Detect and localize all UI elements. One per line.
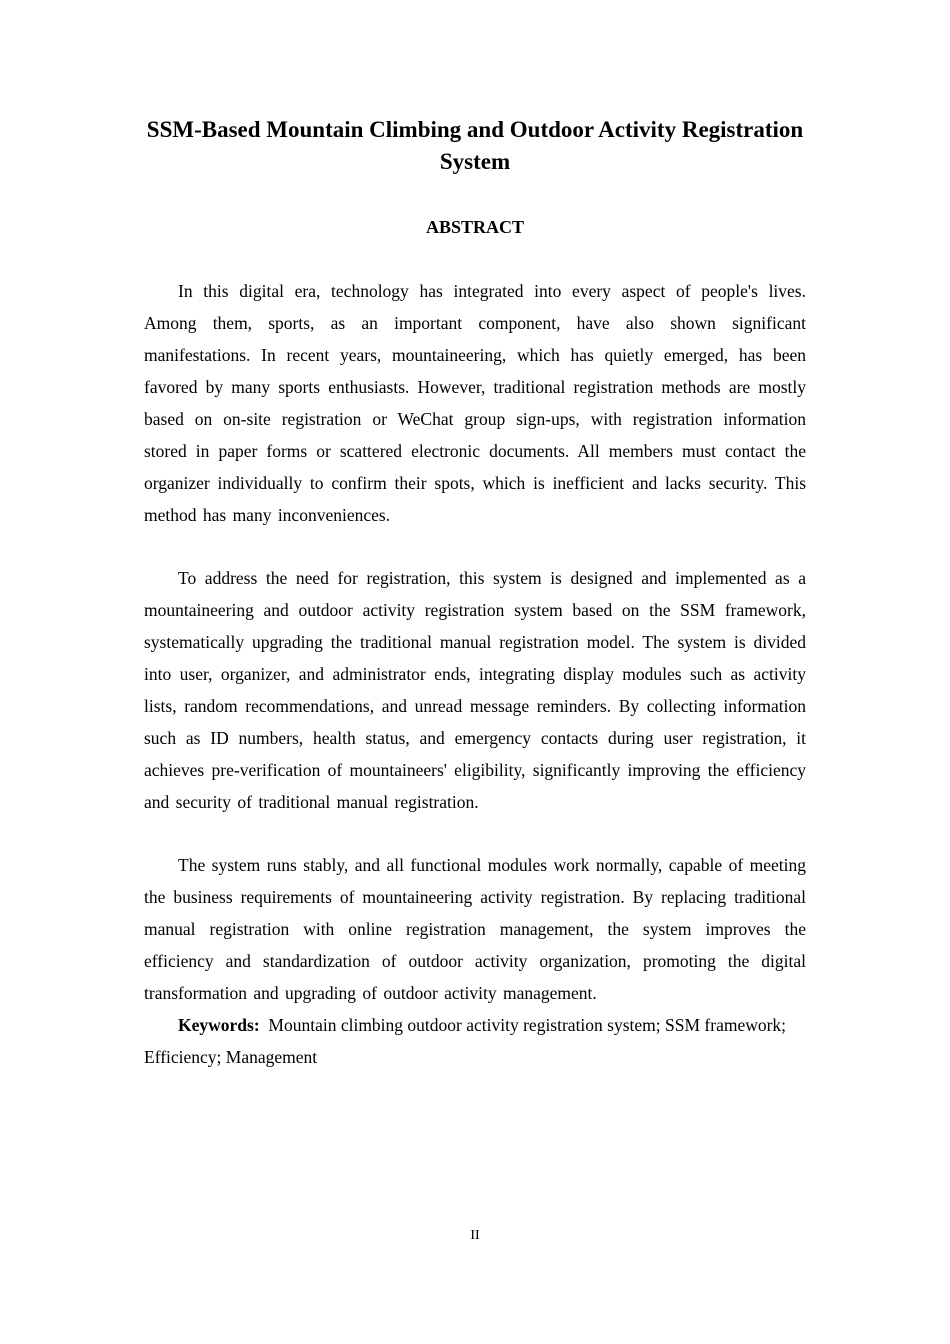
keywords-text: Mountain climbing outdoor activity registration system; SSM framework; Efficiency; Management bbox=[144, 1015, 787, 1067]
keywords-label: Keywords: bbox=[178, 1015, 260, 1035]
abstract-heading: ABSTRACT bbox=[425, 217, 525, 237]
page-number: II bbox=[470, 1228, 480, 1243]
abstract-paragraph-1: In this digital era, technology has integrated into every aspect of people's lives. Among them, sports, as an important component, have also shown significant manifestations. In recent years, mountaineering, which has quietly emerged, has been favored by many sports enthusiasts. However, traditional registration methods are mostly based on on-site registration or WeChat group sign-ups, with registration information stored in paper forms or scattered electronic documents. All members must contact the organizer individually to confirm their spots, which is inefficient and lacks security. This method has many inconveniences. bbox=[144, 281, 806, 525]
abstract-body bbox=[144, 275, 806, 1073]
paper-title: SSM-Based Mountain Climbing and Outdoor Activity Registration System bbox=[146, 117, 804, 174]
abstract-paragraph-3: The system runs stably, and all functional modules work normally, capable of meeting the business requirements of mountaineering activity registration. By replacing traditional manual registration with online registration management, the system improves the efficiency and standardization of outdoor activity organization, promoting the digital transformation and upgrading of outdoor activity management. bbox=[144, 855, 806, 1003]
keywords-line bbox=[144, 1009, 806, 1073]
abstract-paragraph-2: To address the need for registration, this system is designed and implemented as a mountaineering and outdoor activity registration system based on the SSM framework, systematically upgrading the traditional manual registration model. The system is divided into user, organizer, and administrator ends, integrating display modules such as activity lists, random recommendations, and unread message reminders. By collecting information such as ID numbers, health status, and emergency contacts during user registration, it achieves pre-verification of mountaineers' eligibility, significantly improving the efficiency and security of traditional manual registration. bbox=[144, 568, 806, 812]
